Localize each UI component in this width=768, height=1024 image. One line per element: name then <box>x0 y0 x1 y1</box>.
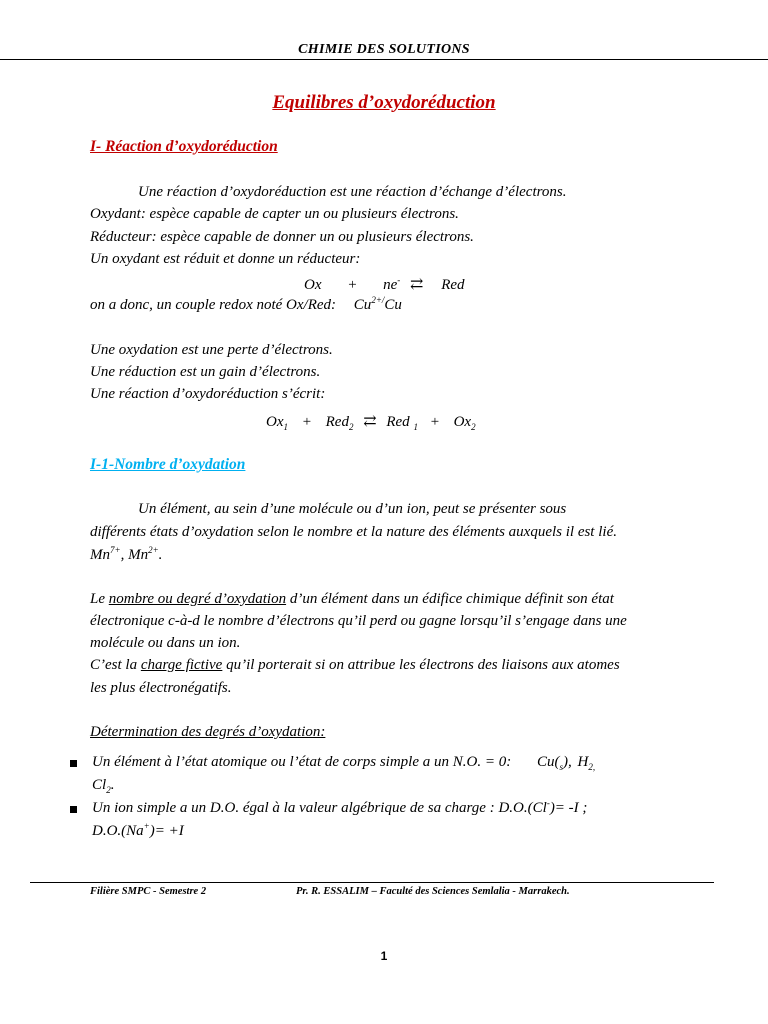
eq-term: Cu <box>353 297 372 313</box>
header-rule <box>0 59 768 60</box>
eq-subscript: s <box>559 762 563 772</box>
eq-term: ne <box>383 277 398 293</box>
eq-term: Cl <box>92 777 107 793</box>
text-run: )= +I <box>149 823 184 839</box>
eq-subscript: 2 <box>106 785 111 795</box>
equilibrium-arrow-icon: ⇄ <box>363 413 377 430</box>
text-run: qu’il porterait si on attribue les électrons des liaisons aux atomes <box>222 657 620 673</box>
paragraph-line <box>90 591 614 608</box>
document-title: Equilibres d’oxydoréduction <box>272 92 496 113</box>
paragraph-line: Une réaction d’oxydoréduction est une réaction d’échange d’électrons. <box>138 184 567 200</box>
text-run: D.O.(Na <box>92 823 144 839</box>
paragraph-line: différents états d’oxydation selon le nombre et la nature des éléments auxquels il est lié. <box>90 524 617 540</box>
paragraph-line: molécule ou dans un ion. <box>90 635 241 651</box>
paragraph-line: Une réduction est un gain d’électrons. <box>90 364 321 380</box>
couple-text: on a donc, un couple redox noté Ox/Red: <box>90 297 337 313</box>
eq-term: Cu <box>384 297 402 313</box>
bullet-line <box>92 823 184 840</box>
section-heading-1: I- Réaction d’oxydoréduction <box>90 138 278 155</box>
determination-heading: Détermination des degrés d’oxydation: <box>90 724 326 740</box>
eq-term: Mn <box>90 547 110 563</box>
text-run: Le <box>90 591 109 607</box>
eq-term: Red <box>325 414 349 430</box>
text-run: Un ion simple a un D.O. égal à la valeur algébrique de sa charge : D.O.(Cl <box>92 800 547 816</box>
bullet-line <box>92 754 595 771</box>
text-run: C’est la <box>90 657 141 673</box>
page-number: 1 <box>380 949 388 963</box>
mn-line <box>90 547 162 564</box>
footer-right: Pr. R. ESSALIM – Faculté des Sciences Semlalia - Marrakech. <box>296 886 570 897</box>
bullet-line <box>92 800 587 817</box>
paragraph-line: Réducteur: espèce capable de donner un ou plusieurs électrons. <box>90 229 474 245</box>
equation-ox-red <box>304 274 465 294</box>
text-run: d’un élément dans un édifice chimique définit son état <box>286 591 614 607</box>
eq-term: Red <box>441 277 465 293</box>
equation-redox <box>266 411 476 431</box>
square-bullet-icon <box>70 806 77 813</box>
term-nombre-oxydation: nombre ou degré d’oxydation <box>108 591 287 607</box>
eq-subscript: 2 <box>471 422 476 432</box>
separator: , <box>120 547 129 563</box>
eq-term: Ox <box>266 414 284 430</box>
eq-superscript: + <box>143 821 150 831</box>
paragraph-line: les plus électronégatifs. <box>90 680 232 696</box>
eq-term: ), <box>562 754 572 770</box>
text-run: )= -I ; <box>549 800 588 816</box>
couple-line <box>90 297 402 314</box>
eq-term: Cu( <box>536 754 560 770</box>
eq-superscript: 2+ <box>148 545 159 555</box>
eq-superscript: 2+/ <box>371 295 385 305</box>
section-heading-1-1: I-1-Nombre d’oxydation <box>90 456 246 473</box>
eq-plus: + <box>347 277 358 293</box>
paragraph-line: électronique c-à-d le nombre d’électrons qu’il perd ou gagne lorsqu’il s’engage dans une <box>90 613 627 629</box>
footer-left: Filière SMPC - Semestre 2 <box>90 886 207 897</box>
paragraph-line: Un élément, au sein d’une molécule ou d’un ion, peut se présenter sous <box>138 501 567 517</box>
equilibrium-arrow-icon: ⇄ <box>410 276 424 293</box>
eq-subscript: 2, <box>588 762 596 772</box>
eq-superscript: 7+ <box>110 545 121 555</box>
paragraph-line: Une réaction d’oxydoréduction s’écrit: <box>90 386 326 402</box>
eq-term: Ox <box>304 277 322 293</box>
paragraph-line <box>90 657 620 674</box>
separator: . <box>110 777 115 793</box>
footer-rule <box>30 882 714 883</box>
eq-subscript: 1 <box>283 422 288 432</box>
eq-term: Ox <box>453 414 472 430</box>
eq-plus: + <box>429 414 440 430</box>
eq-plus: + <box>301 414 312 430</box>
eq-subscript: 1 <box>413 422 418 432</box>
paragraph-line: Oxydant: espèce capable de capter un ou plusieurs électrons. <box>90 206 459 222</box>
eq-term: H <box>577 754 589 770</box>
running-header: CHIMIE DES SOLUTIONS <box>298 42 470 57</box>
eq-term: Mn <box>128 547 149 563</box>
eq-superscript: - <box>546 798 550 808</box>
eq-superscript: - <box>397 275 401 285</box>
eq-term: Red <box>386 414 410 430</box>
paragraph-line: Une oxydation est une perte d’électrons. <box>90 342 333 358</box>
separator: . <box>158 547 163 563</box>
square-bullet-icon <box>70 760 77 767</box>
eq-subscript: 2 <box>348 422 354 432</box>
term-charge-fictive: charge fictive <box>140 657 223 673</box>
paragraph-line: Un oxydant est réduit et donne un réducteur: <box>90 251 361 267</box>
bullet-line <box>92 777 114 794</box>
text-run: Un élément à l’état atomique ou l’état de corps simple a un N.O. = 0: <box>92 754 512 770</box>
